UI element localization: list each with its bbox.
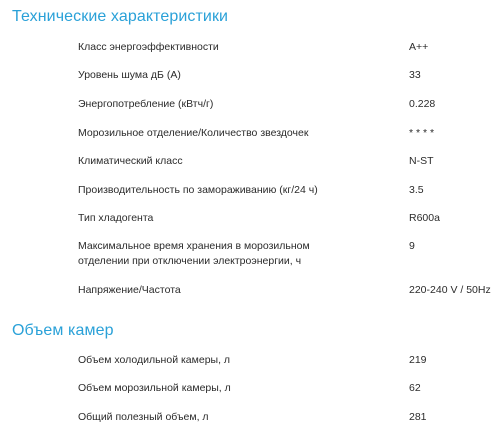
spec-value: 33 (409, 69, 421, 81)
spec-value: 219 (409, 354, 427, 366)
spec-label: Объем морозильной камеры, л (78, 382, 231, 394)
spec-value: N-ST (409, 155, 434, 167)
spec-label: Энергопотребление (кВтч/г) (78, 98, 214, 110)
section-title-specs: Технические характеристики (12, 8, 229, 25)
spec-value: 62 (409, 382, 421, 394)
spec-label: Общий полезный объем, л (78, 411, 209, 423)
spec-value: R600a (409, 212, 440, 224)
spec-value: * * * * (409, 127, 435, 139)
spec-value: 0.228 (409, 98, 436, 110)
spec-label: Климатический класс (78, 155, 183, 167)
spec-label: Морозильное отделение/Количество звездочек (78, 127, 309, 139)
spec-label: Класс энергоэффективности (78, 41, 219, 53)
section-title-volumes: Объем камер (12, 322, 114, 339)
spec-value: 281 (409, 411, 427, 423)
spec-value: 3.5 (409, 184, 424, 196)
spec-label: Напряжение/Частота (78, 284, 181, 296)
spec-label: Объем холодильной камеры, л (78, 354, 231, 366)
spec-label: Тип хладогента (78, 212, 154, 224)
spec-value: 220-240 V / 50Hz (409, 284, 491, 296)
spec-label: Производительность по замораживанию (кг/24 ч) (78, 184, 318, 196)
spec-label: Уровень шума дБ (А) (78, 69, 181, 81)
spec-value: A++ (409, 41, 429, 53)
spec-label: Максимальное время хранения в морозильном отделении при отключении электроэнергии, ч (78, 240, 310, 267)
spec-value: 9 (409, 240, 415, 252)
